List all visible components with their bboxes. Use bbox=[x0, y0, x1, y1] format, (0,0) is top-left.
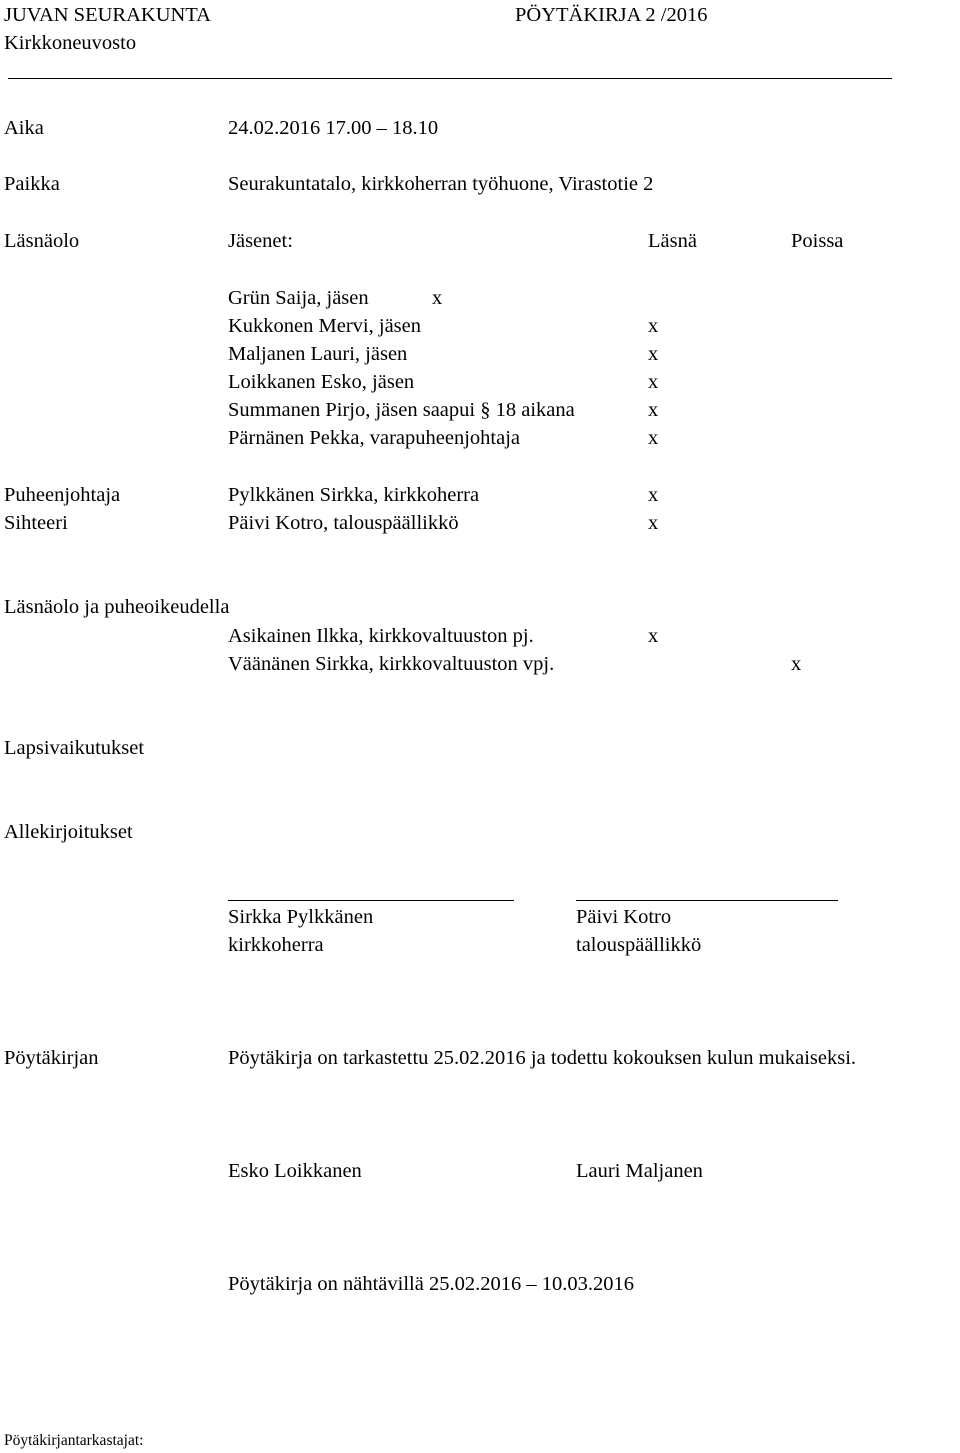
present-mark: x bbox=[648, 427, 659, 449]
signer-name: Päivi Kotro bbox=[576, 906, 672, 928]
footer-label: Pöytäkirjantarkastajat: bbox=[4, 1432, 144, 1449]
review-label: Pöytäkirjan bbox=[4, 1047, 99, 1069]
member-name: Summanen Pirjo, jäsen saapui § 18 aikana bbox=[228, 399, 575, 421]
members-header: Jäsenet: bbox=[228, 230, 293, 252]
member-name: Loikkanen Esko, jäsen bbox=[228, 371, 415, 393]
signature-line bbox=[228, 900, 514, 901]
present-mark: x bbox=[648, 315, 659, 337]
officer-role: Puheenjohtaja bbox=[4, 484, 121, 506]
place-label: Paikka bbox=[4, 173, 60, 195]
absent-mark: x bbox=[791, 653, 802, 675]
time-label: Aika bbox=[4, 117, 44, 139]
signer-name: Sirkka Pylkkänen bbox=[228, 906, 374, 928]
speaking-rights-label: Läsnäolo ja puheoikeudella bbox=[4, 596, 230, 618]
reviewer-name: Esko Loikkanen bbox=[228, 1160, 362, 1182]
document-id: PÖYTÄKIRJA 2 /2016 bbox=[515, 4, 708, 26]
header-divider bbox=[8, 78, 892, 79]
officer-name: Pylkkänen Sirkka, kirkkoherra bbox=[228, 484, 480, 506]
public-notice: Pöytäkirja on nähtävillä 25.02.2016 – 10.03.2016 bbox=[228, 1273, 634, 1295]
present-mark: x bbox=[648, 625, 659, 647]
reviewer-name: Lauri Maljanen bbox=[576, 1160, 703, 1182]
officer-role: Sihteeri bbox=[4, 512, 68, 534]
officer-name: Päivi Kotro, talouspäällikkö bbox=[228, 512, 459, 534]
signer-title: talouspäällikkö bbox=[576, 934, 702, 956]
signer-title: kirkkoherra bbox=[228, 934, 324, 956]
signature-line bbox=[576, 900, 838, 901]
present-mark: x bbox=[648, 343, 659, 365]
review-statement: Pöytäkirja on tarkastettu 25.02.2016 ja todettu kokouksen kulun mukaiseksi. bbox=[228, 1047, 857, 1069]
signatures-label: Allekirjoitukset bbox=[4, 821, 133, 843]
guest-name: Asikainen Ilkka, kirkkovaltuuston pj. bbox=[228, 625, 534, 647]
member-name: Grün Saija, jäsen bbox=[228, 287, 369, 309]
present-mark: x bbox=[648, 484, 659, 506]
present-mark: x bbox=[648, 512, 659, 534]
member-name: Maljanen Lauri, jäsen bbox=[228, 343, 408, 365]
body-name: Kirkkoneuvosto bbox=[4, 32, 137, 54]
present-mark: x bbox=[648, 399, 659, 421]
absent-header: Poissa bbox=[791, 230, 844, 252]
member-name: Pärnänen Pekka, varapuheenjohtaja bbox=[228, 427, 521, 449]
time-value: 24.02.2016 17.00 – 18.10 bbox=[228, 117, 439, 139]
guest-name: Väänänen Sirkka, kirkkovaltuuston vpj. bbox=[228, 653, 555, 675]
present-header: Läsnä bbox=[648, 230, 697, 252]
member-name: Kukkonen Mervi, jäsen bbox=[228, 315, 421, 337]
place-value: Seurakuntatalo, kirkkoherran työhuone, Virastotie 2 bbox=[228, 173, 654, 195]
attendance-label: Läsnäolo bbox=[4, 230, 80, 252]
present-mark: x bbox=[432, 287, 443, 309]
child-impact-label: Lapsivaikutukset bbox=[4, 737, 145, 759]
present-mark: x bbox=[648, 371, 659, 393]
organization-name: JUVAN SEURAKUNTA bbox=[4, 4, 211, 26]
